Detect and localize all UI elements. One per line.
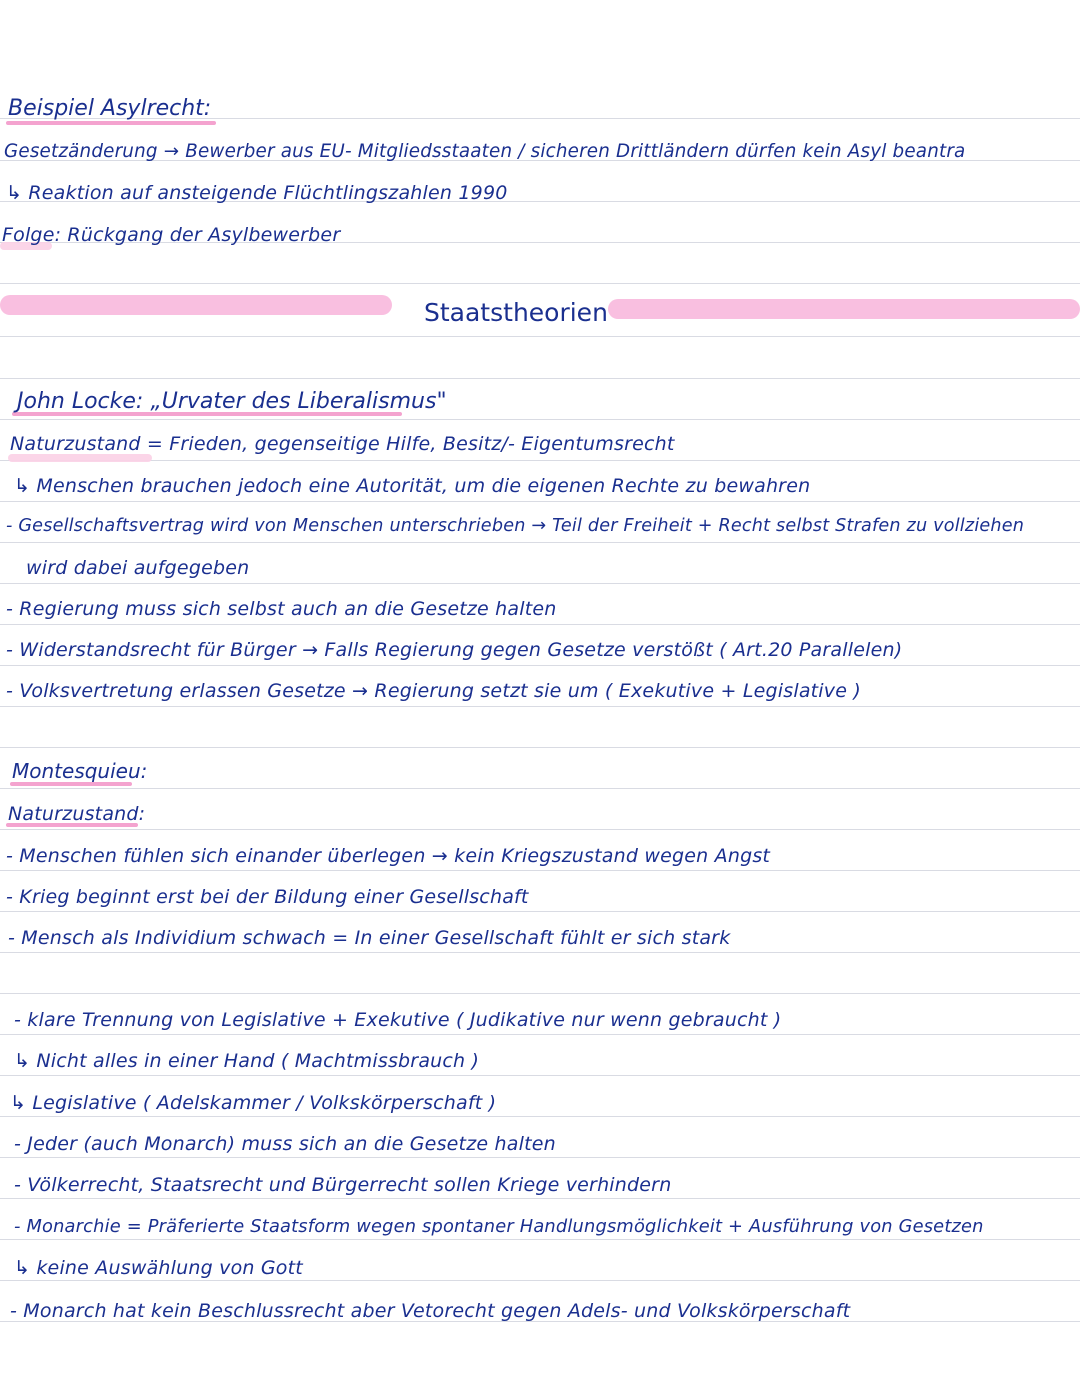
- ruled-line: [0, 911, 1080, 912]
- ruled-line: [0, 283, 1080, 284]
- montesquieu-line-b5: - Völkerrecht, Staatsrecht und Bürgerrecht sollen Kriege verhindern: [14, 1174, 672, 1196]
- ruled-line: [0, 1116, 1080, 1117]
- locke-line-1: Naturzustand = Frieden, gegenseitige Hilfe, Besitz/- Eigentumsrecht: [10, 433, 675, 455]
- locke-line-3: - Gesellschaftsvertrag wird von Menschen unterschrieben → Teil der Freiheit + Recht selbst Strafen zu vollziehen: [6, 516, 1025, 536]
- locke-line-4: wird dabei aufgegeben: [26, 557, 250, 579]
- ruled-line: [0, 583, 1080, 584]
- ruled-line: [0, 378, 1080, 379]
- ruled-line: [0, 993, 1080, 994]
- ruled-line: [0, 1157, 1080, 1158]
- ruled-line: [0, 501, 1080, 502]
- ruled-line: [0, 829, 1080, 830]
- montesquieu-line-b4: - Jeder (auch Monarch) muss sich an die Gesetze halten: [14, 1133, 556, 1155]
- ruled-line: [0, 952, 1080, 953]
- asylum-line-1: Gesetzänderung → Bewerber aus EU- Mitgliedsstaaten / sicheren Drittländern dürfen kein Asyl beantra: [4, 141, 966, 162]
- locke-line-5: - Regierung muss sich selbst auch an die Gesetze halten: [6, 598, 557, 620]
- montesquieu-line-a2: - Krieg beginnt erst bei der Bildung einer Gesellschaft: [6, 886, 529, 908]
- asylum-line-3: Folge: Rückgang der Asylbewerber: [2, 224, 341, 246]
- montesquieu-line-b6: - Monarchie = Präferierte Staatsform wegen spontaner Handlungsmöglichkeit + Ausführung von Gesetzen: [14, 1216, 984, 1237]
- ruled-line: [0, 788, 1080, 789]
- montesquieu-line-b3: ↳ Legislative ( Adelskammer / Volkskörperschaft ): [10, 1092, 497, 1114]
- montesquieu-line-b2: ↳ Nicht alles in einer Hand ( Machtmissbrauch ): [14, 1050, 480, 1072]
- ruled-line: [0, 336, 1080, 337]
- title-bar-left: [0, 295, 392, 315]
- ruled-line: [0, 419, 1080, 420]
- montesquieu-line-b8: - Monarch hat kein Beschlussrecht aber Vetorecht gegen Adels- und Volkskörperschaft: [10, 1300, 851, 1322]
- ruled-line: [0, 1198, 1080, 1199]
- asylum-line-2: ↳ Reaktion auf ansteigende Flüchtlingszahlen 1990: [6, 182, 508, 204]
- locke-line-7: - Volksvertretung erlassen Gesetze → Regierung setzt sie um ( Exekutive + Legislative ): [6, 680, 861, 702]
- ruled-line: [0, 1075, 1080, 1076]
- ruled-line: [0, 1034, 1080, 1035]
- locke-line-6: - Widerstandsrecht für Bürger → Falls Regierung gegen Gesetze verstößt ( Art.20 Parallelen): [6, 639, 903, 661]
- locke-line-2: ↳ Menschen brauchen jedoch eine Autorität, um die eigenen Rechte zu bewahren: [14, 475, 811, 497]
- montesquieu-subheading: Naturzustand:: [8, 803, 146, 825]
- title-bar-right: [608, 299, 1080, 319]
- locke-heading: John Locke: „Urvater des Liberalismus": [17, 389, 447, 414]
- ruled-line: [0, 542, 1080, 543]
- ruled-line: [0, 624, 1080, 625]
- ruled-line: [0, 706, 1080, 707]
- ruled-line: [0, 1280, 1080, 1281]
- montesquieu-heading: Montesquieu:: [12, 759, 148, 783]
- ruled-line: [0, 1239, 1080, 1240]
- ruled-line: [0, 665, 1080, 666]
- montesquieu-line-b1: - klare Trennung von Legislative + Exekutive ( Judikative nur wenn gebraucht ): [14, 1009, 782, 1031]
- asylum-heading: Beispiel Asylrecht:: [8, 96, 212, 121]
- ruled-line: [0, 870, 1080, 871]
- ruled-line: [0, 747, 1080, 748]
- montesquieu-line-a1: - Menschen fühlen sich einander überlegen → kein Kriegszustand wegen Angst: [6, 845, 771, 867]
- montesquieu-line-b7: ↳ keine Auswählung von Gott: [14, 1257, 303, 1279]
- montesquieu-line-a3: - Mensch als Individium schwach = In einer Gesellschaft fühlt er sich stark: [8, 927, 731, 949]
- ruled-line: [0, 460, 1080, 461]
- section-title: Staatstheorien: [424, 298, 608, 327]
